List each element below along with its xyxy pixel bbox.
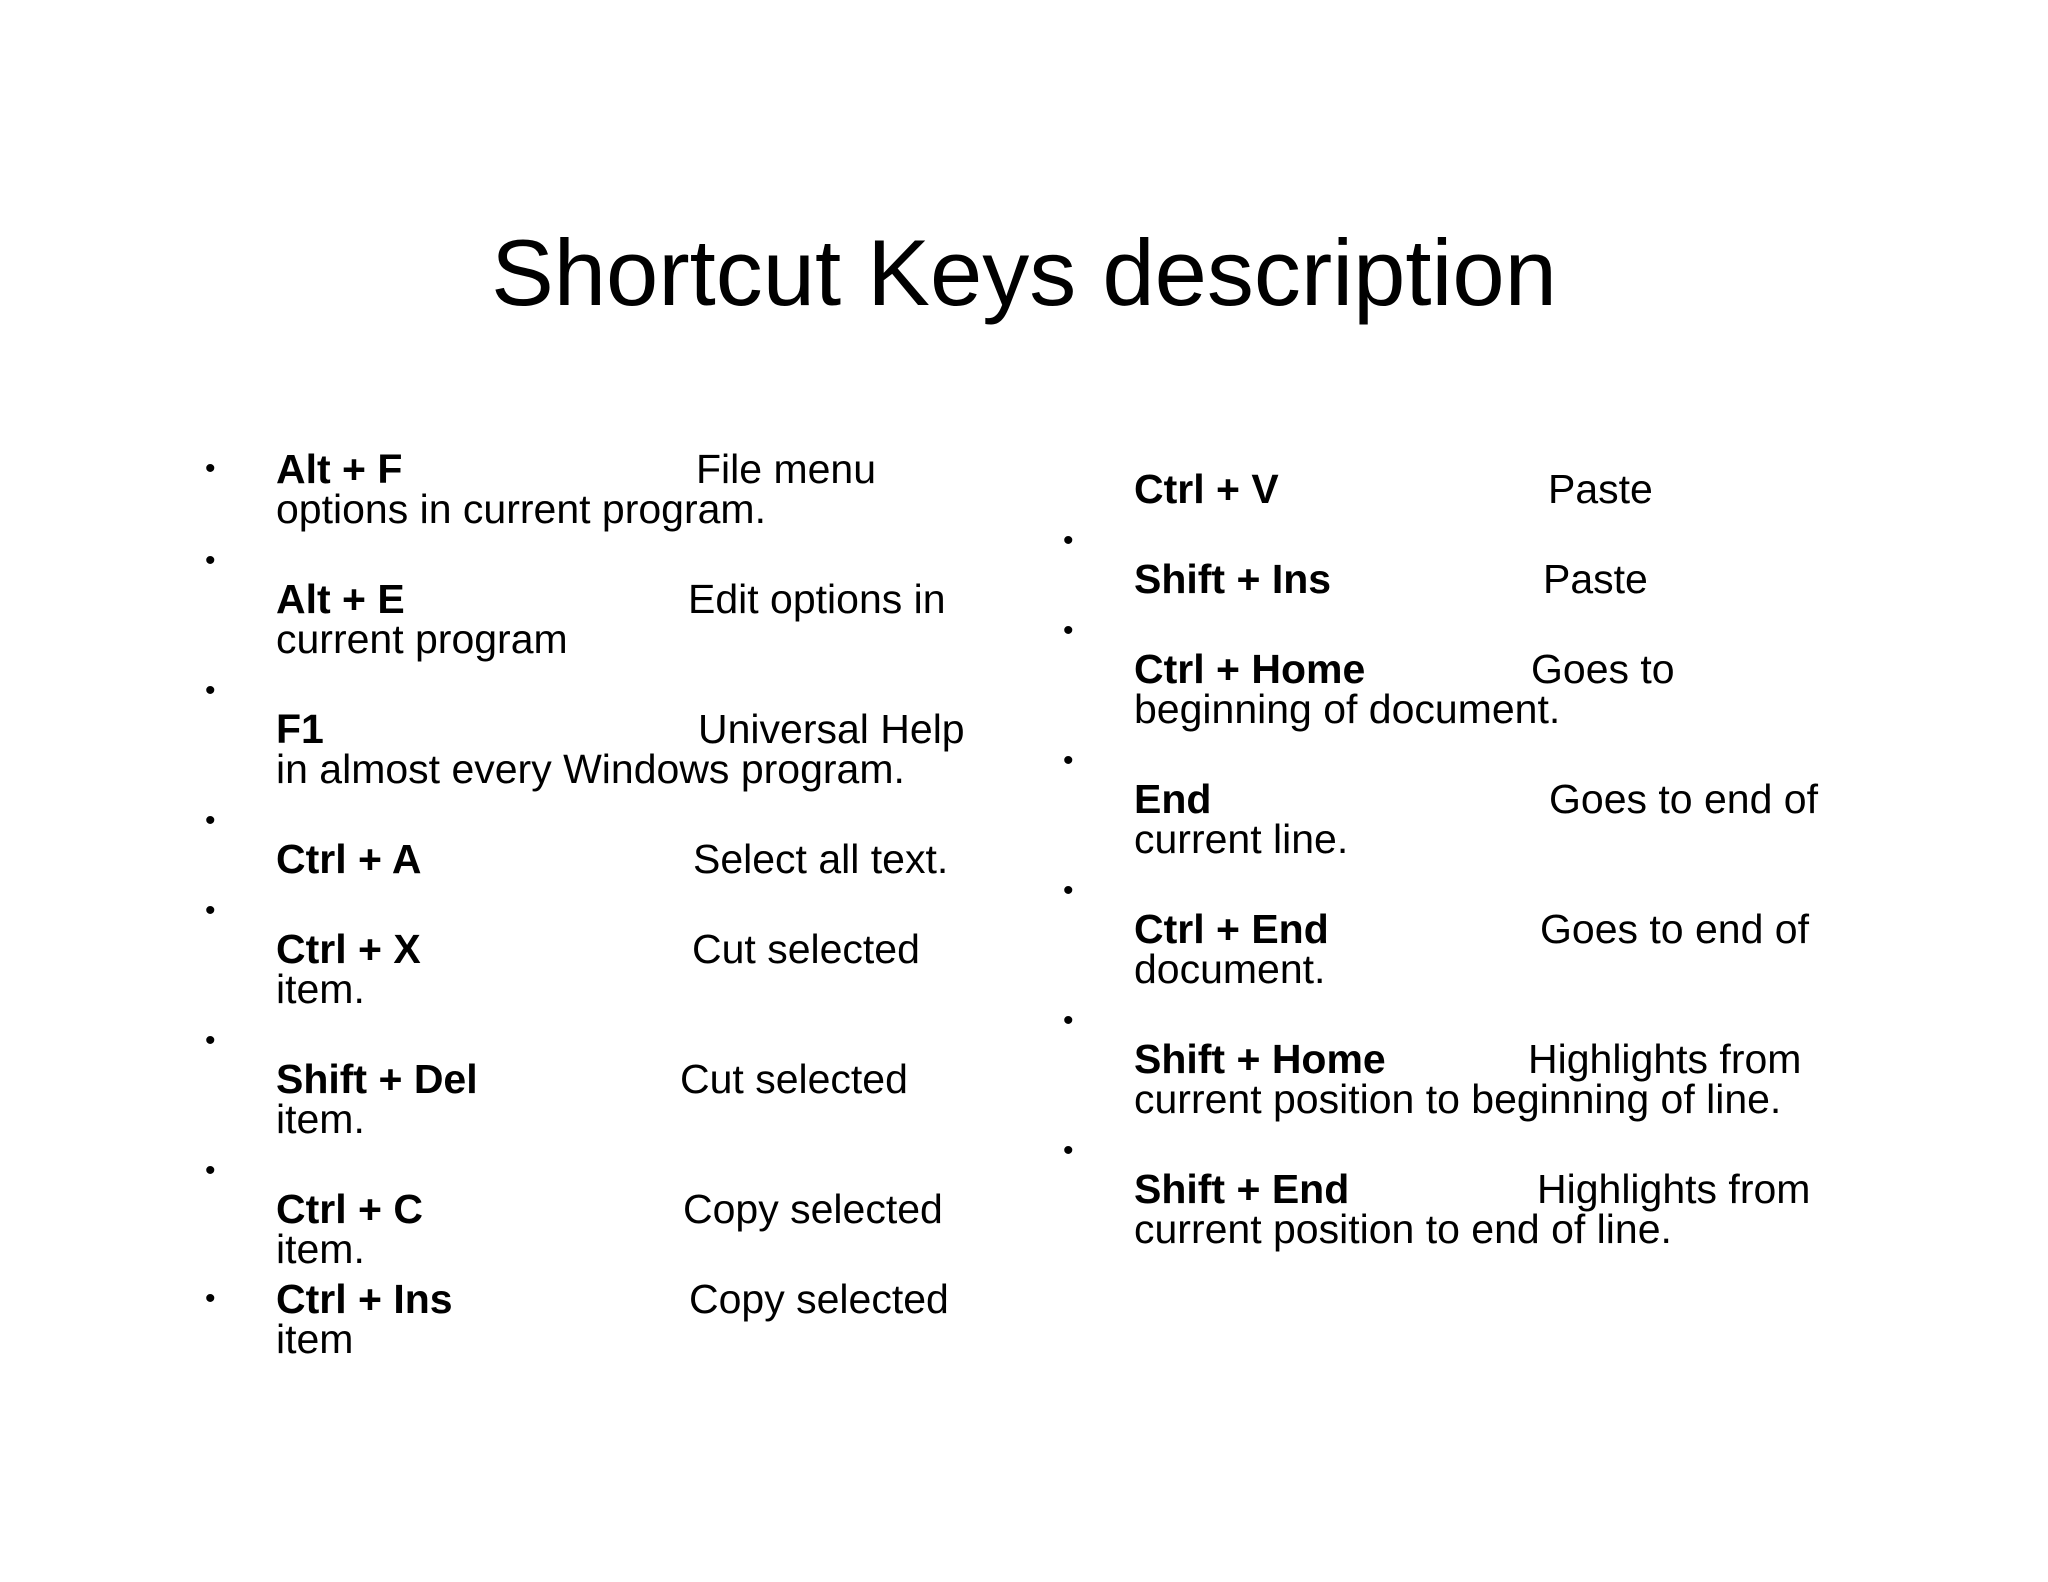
bullet-marker: • [205, 674, 216, 707]
bullet-marker: • [205, 544, 216, 577]
bullet-marker: • [1063, 1004, 1074, 1037]
shortcut-description-continued: item. [276, 1096, 365, 1142]
shortcut-description-continued: item. [276, 1226, 365, 1272]
shortcut-description: Goes to end of [1540, 906, 1809, 952]
shortcut-key: Ctrl + V [1134, 466, 1279, 512]
shortcut-description: Highlights from [1528, 1036, 1802, 1082]
bullet-marker: • [205, 452, 216, 485]
shortcut-description-continued: options in current program. [276, 486, 766, 532]
shortcut-key: F1 [276, 706, 324, 752]
bullet-marker: • [1063, 1134, 1074, 1167]
shortcut-description-continued: current position to end of line. [1134, 1206, 1672, 1252]
bullet-marker: • [205, 894, 216, 927]
shortcut-key: Shift + Home [1134, 1036, 1386, 1082]
shortcut-description: Copy selected [689, 1276, 949, 1322]
shortcut-key: Ctrl + End [1134, 906, 1329, 952]
shortcut-description: Cut selected [692, 926, 920, 972]
bullet-marker: • [205, 804, 216, 837]
shortcut-key: Ctrl + Home [1134, 646, 1366, 692]
slide-title: Shortcut Keys description [491, 220, 1557, 325]
shortcut-key: Ctrl + X [276, 926, 421, 972]
shortcut-description-continued: current position to beginning of line. [1134, 1076, 1782, 1122]
shortcut-description-continued: current program [276, 616, 568, 662]
shortcut-key: Alt + E [276, 576, 405, 622]
shortcut-description: Select all text. [693, 836, 949, 882]
shortcut-key: End [1134, 776, 1212, 822]
shortcut-description-continued: item. [276, 966, 365, 1012]
shortcut-description: Goes to end of [1549, 776, 1818, 822]
shortcut-key: Ctrl + Ins [276, 1276, 453, 1322]
shortcut-description-continued: current line. [1134, 816, 1349, 862]
shortcut-key: Shift + Ins [1134, 556, 1332, 602]
shortcut-key: Shift + End [1134, 1166, 1350, 1212]
shortcut-description: Universal Help [698, 706, 965, 752]
shortcut-key: Ctrl + C [276, 1186, 423, 1232]
bullet-marker: • [205, 1154, 216, 1187]
shortcut-description: Edit options in [688, 576, 946, 622]
shortcut-key: Shift + Del [276, 1056, 478, 1102]
shortcut-description-continued: document. [1134, 946, 1326, 992]
bullet-marker: • [1063, 614, 1074, 647]
bullet-marker: • [1063, 524, 1074, 557]
shortcut-description-continued: item [276, 1316, 354, 1362]
shortcut-description: Paste [1543, 556, 1648, 602]
shortcut-description: Highlights from [1537, 1166, 1811, 1212]
bullet-marker: • [205, 1024, 216, 1057]
shortcut-description-continued: beginning of document. [1134, 686, 1561, 732]
shortcut-description: File menu [696, 446, 877, 492]
shortcut-key: Alt + F [276, 446, 403, 492]
shortcut-description: Goes to [1531, 646, 1675, 692]
bullet-marker: • [1063, 874, 1074, 907]
bullet-marker: • [205, 1282, 216, 1315]
shortcut-description-continued: in almost every Windows program. [276, 746, 905, 792]
shortcut-key: Ctrl + A [276, 836, 422, 882]
shortcut-description: Paste [1548, 466, 1653, 512]
shortcut-description: Cut selected [680, 1056, 908, 1102]
bullet-marker: • [1063, 744, 1074, 777]
shortcut-description: Copy selected [683, 1186, 943, 1232]
